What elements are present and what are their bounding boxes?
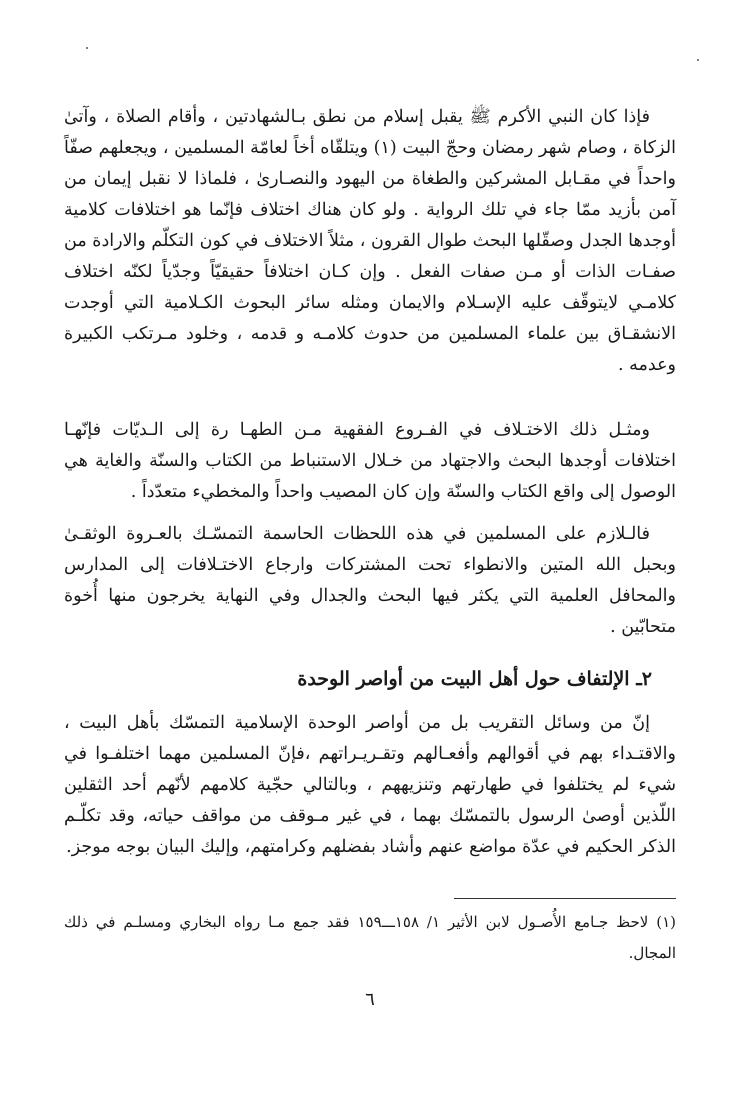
paragraph-text: فإذا كان النبي الأكرم ﷺ يقبل إسلام من نطق بـالشهادتين ، وأقام الصلاة ، وآتىٰ الزكاة ، وصام شهر رمضان وحجّ البيت (١) ويتلقّاه أخاً لعامّة المسلمين ، ويجعلهم صفّاً واحداً في مقـابل المشركين والطغاة من اليهود والنصـارىٰ ، فلماذا لا نقبل إيمان من آمن بأزيد ممّا جاء في تلك الرواية . ولو كان هناك اختلاف فإنّما هو اختلافات كلامية أوجدها الجدل وصقّلها البحث طوال القرون ، مثلاً الاختلاف في كون التكلّم والارادة من صفـات الذات أو مـن صفات الفعل . وإن كـان اختلافاً حقيقيّاً وجدّياً لكنّه اختلاف كلامـي لايتوقّف عليه الإسـلام والايمان ومثله سائر البحوث الكـلامية التي أوجدت الانشقـاق بين علماء المسلمين من حدوث كلامـه و قدمه ، وخلود مـرتكب الكبيرة وعدمه . [64,107,676,375]
body-paragraph [64,415,676,508]
section-heading: ٢ـ الإلتفاف حول أهل البيت من أواصر الوحدة [297,668,652,690]
page-number: ٦ [365,989,375,1010]
footnote-separator [454,898,676,899]
body-paragraph [64,102,676,381]
paragraph-text: ومثـل ذلك الاختـلاف في الفـروع الفقهية مـن الطهـا رة إلى الـديّات فإنّهـا اختلافات أوجدها البحث والاجتهاد من خـلال الاستنباط من الكتاب والسنّة والغاية هي الوصول إلى واقع الكتاب والسنّة وإن كان المصيب واحداً والمخطيء متعدّداً . [64,420,676,502]
body-paragraph [64,519,676,643]
scan-speck [86,47,88,49]
paragraph-text: إنّ من وسائل التقريب بل من أواصر الوحدة الإسلامية التمسّك بأهل البيت ، والاقتـداء بهم في أقوالهم وأفعـالهم وتقـريـراتهم ،فإنّ المسلمين مهما اختلفـوا في شيء لم يختلفوا في طهارتهم وتنزيههم ، وبالتالي حجّية كلامهم لأنّهم أحد الثقلين اللّذين أوصىٰ الرسول بالتمسّك بهما ، في غير مـوقف من مواقف حياته، وقد تكلّـم الذكر الحكيم في عدّة مواضع عنهم وأشاد بفضلهم وكرامتهم، وإليك البيان بوجه موجز. [64,713,676,857]
footnote: (١) لاحظ جـامع الأُصـول لابن الأثير ١/ ١٥٨ـــ١٥٩ فقد جمع مـا رواه البخاري ومسلـم في ذلك المجال. [64,913,677,962]
paragraph-text: فالـلازم على المسلمين في هذه اللحظات الحاسمة التمسّـك بالعـروة الوثقـىٰ وبحبل الله المتين والانطواء تحت المشتركات وارجاع الاختـلافات إلى المدارس والمحافل العلمية التي يكثر فيها البحث والجدال وفي النهاية يخرجون منها أُخوة متحابّين . [64,524,676,637]
scan-speck [697,59,699,61]
body-paragraph [64,708,676,863]
